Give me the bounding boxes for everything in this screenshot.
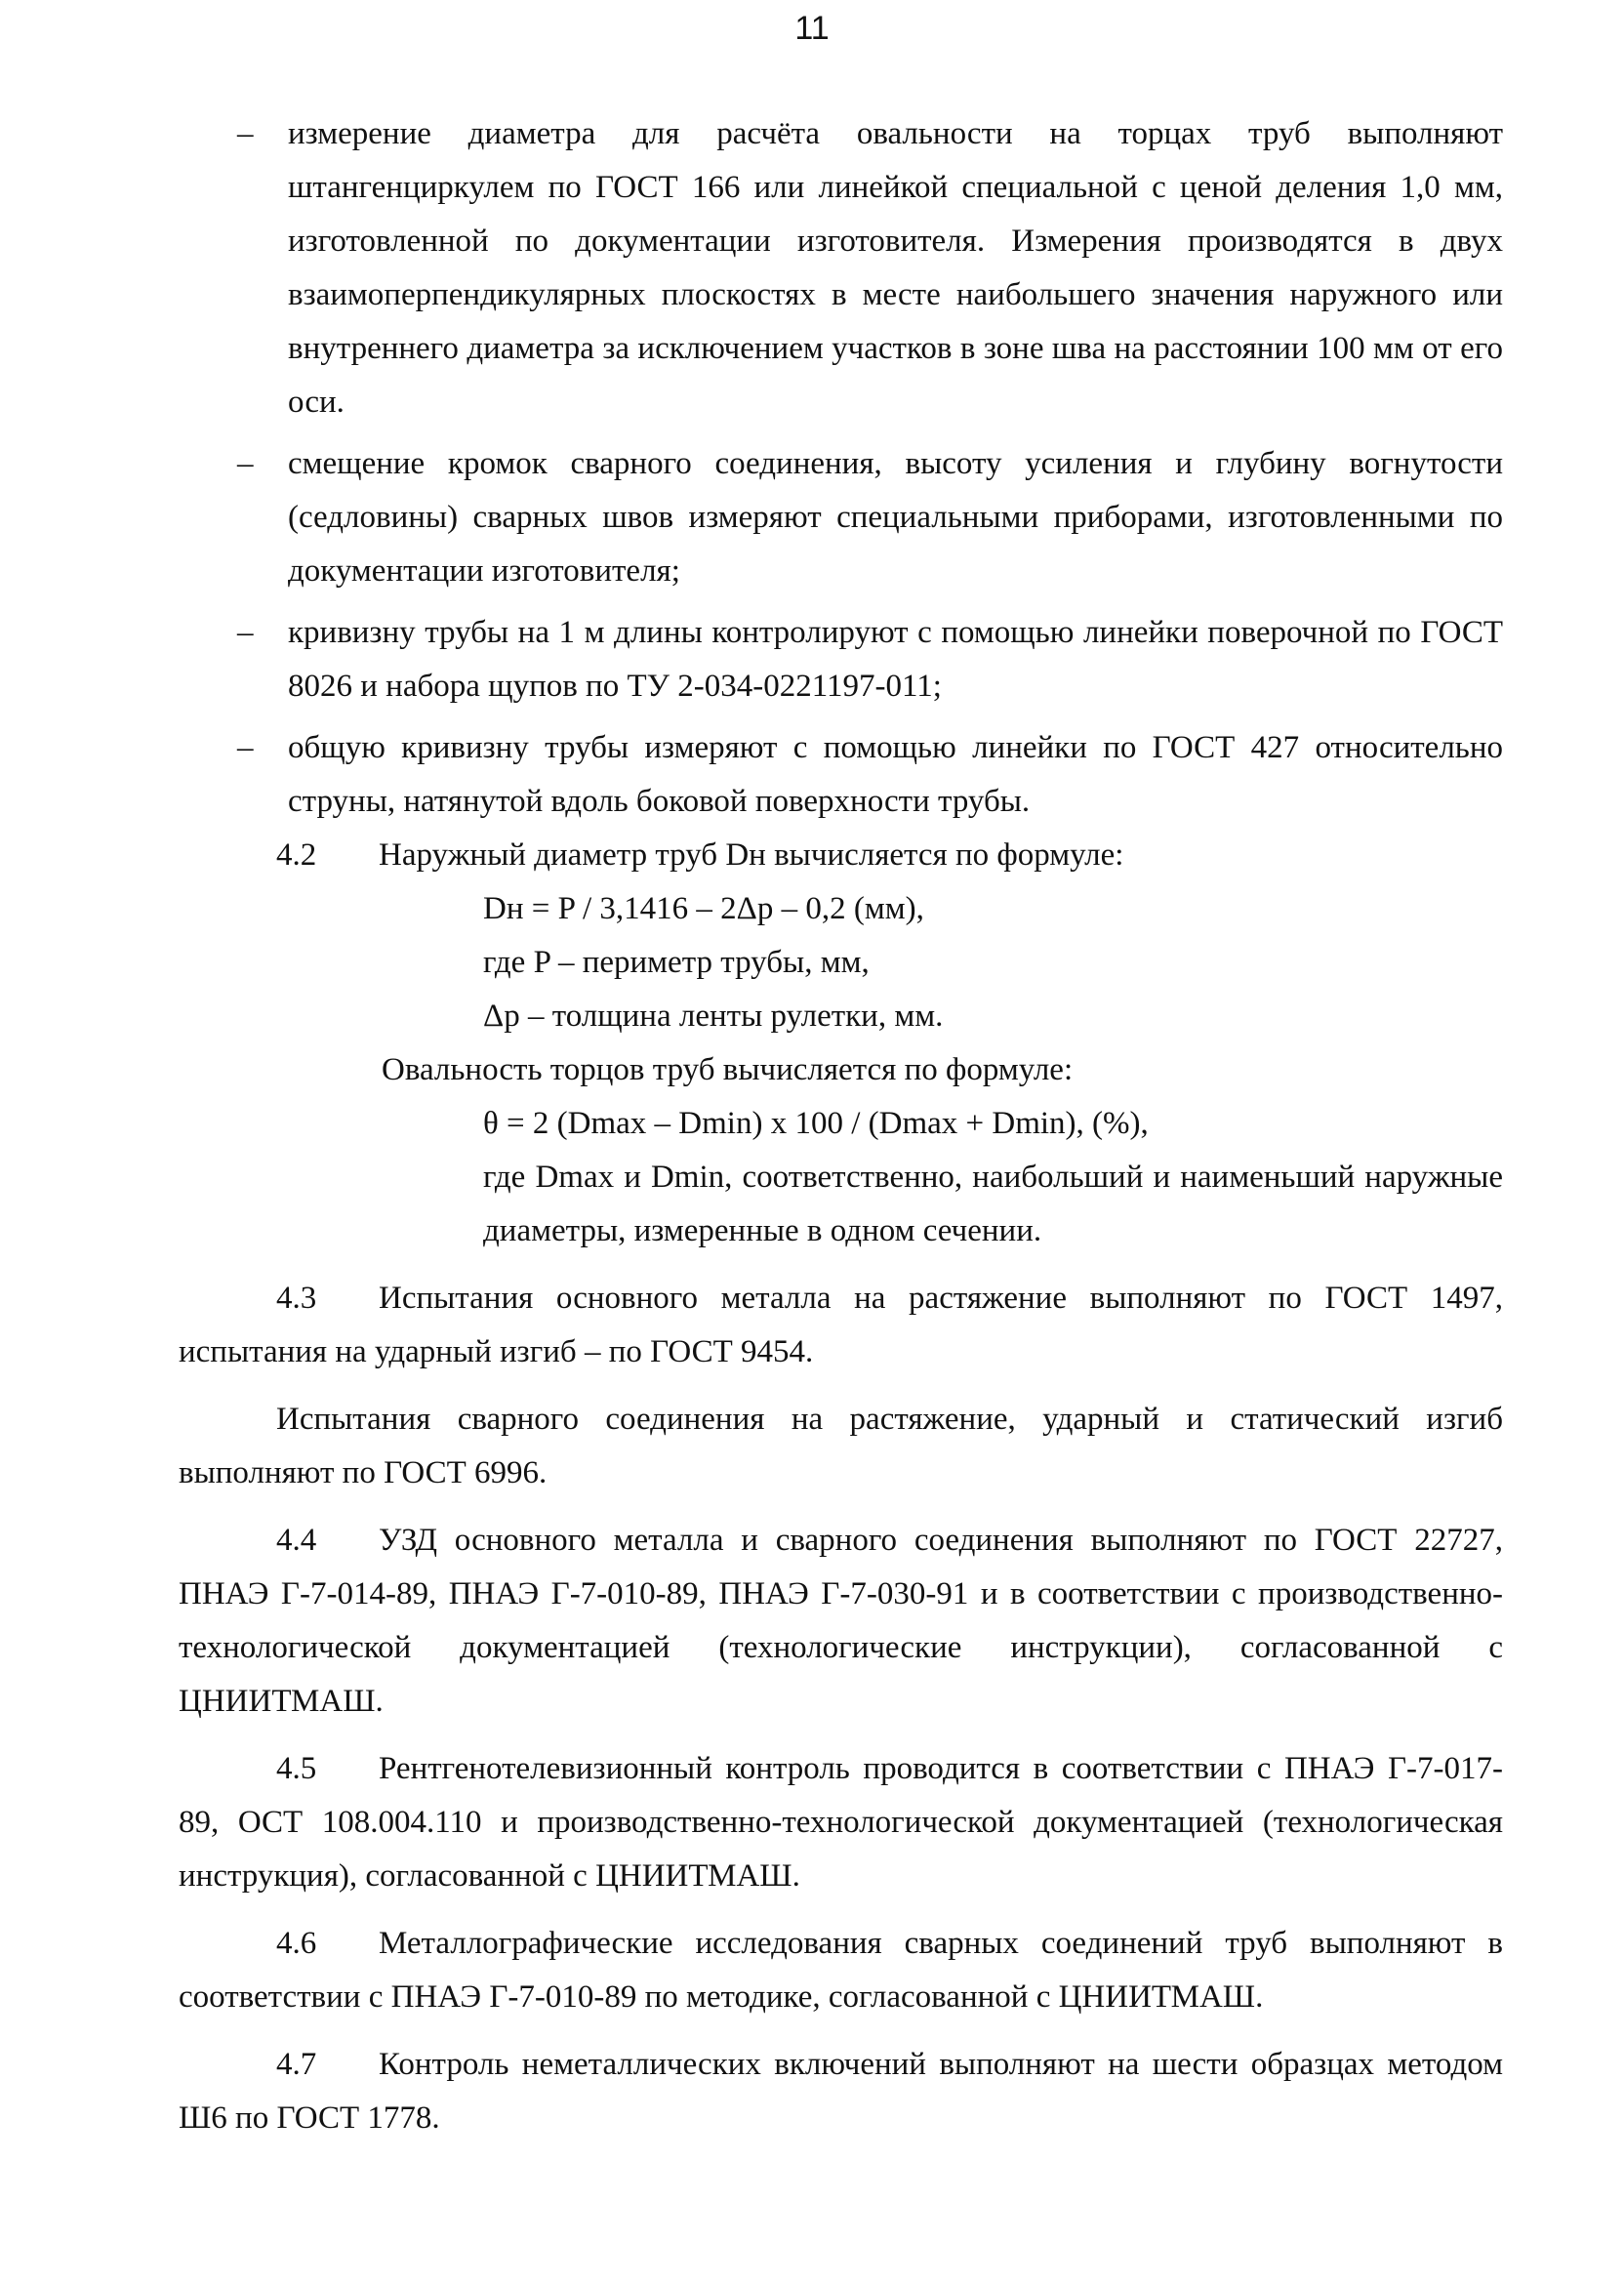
section-number: 4.2 — [276, 837, 317, 873]
section-text: Металлографические исследования сварных соединений труб выполняют в соответствии с ПНАЭ Г-7-010-89 по методике, согласованной с ЦНИИТМАШ. — [179, 1926, 1503, 2015]
bullet-item-curvature — [179, 606, 1503, 713]
formula-where-dmax-dmin: где Dmax и Dmin, соответственно, наибольший и наименьший наружные диаметры, измеренные в одном сечении. — [483, 1160, 1503, 1248]
page-number: 11 — [794, 10, 830, 47]
section-text: Испытания основного металла на растяжение выполняют по ГОСТ 1497, испытания на ударный изгиб – по ГОСТ 9454. — [179, 1281, 1503, 1369]
section-text: Наружный диаметр труб Dн вычисляется по формуле: — [379, 837, 1124, 873]
bullet-dash: – — [237, 615, 254, 650]
bullet-text: общую кривизну трубы измеряют с помощью линейки по ГОСТ 427 относительно струны, натянутой вдоль боковой поверхности трубы. — [288, 730, 1503, 819]
section-4-7 — [179, 2038, 1503, 2145]
section-number: 4.4 — [276, 1523, 317, 1558]
document-body — [179, 107, 1503, 2145]
section-4-6 — [179, 1917, 1503, 2024]
section-text: Контроль неметаллических включений выполняют на шести образцах методом Ш6 по ГОСТ 1778. — [179, 2047, 1503, 2136]
bullet-dash: – — [237, 730, 254, 765]
bullet-item-total-curvature — [179, 721, 1503, 829]
bullet-item-edge-offset — [179, 437, 1503, 598]
formula-block-diameter — [483, 882, 1503, 1043]
bullet-text: измерение диаметра для расчёта овальности на торцах труб выполняют штангенциркулем по ГОСТ 166 или линейкой специальной с ценой деления 1,0 мм, изготовленной по документации изготовителя. Измерения производятся в двух взаимоперпендикулярных плоскостях в месте наибольшего значения наружного или внутреннего диаметра за исключением участков в зоне шва на расстоянии 100 мм от его оси. — [288, 116, 1503, 420]
formula-block-ovality — [483, 1097, 1503, 1151]
section-text: УЗД основного металла и сварного соединения выполняют по ГОСТ 22727, ПНАЭ Г-7-014-89, ПНАЭ Г-7-010-89, ПНАЭ Г-7-030-91 и в соответствии с производственно-технологической документацией (технологические инструкции), согласованной с ЦНИИТМАШ. — [179, 1523, 1503, 1719]
bullet-dash: – — [237, 446, 254, 481]
formula-where-perimeter: где P – периметр трубы, мм, — [483, 945, 870, 980]
ovality-intro: Овальность торцов труб вычисляется по формуле: — [382, 1052, 1074, 1087]
formula-ovality: θ = 2 (Dmax – Dmin) x 100 / (Dmax + Dmin), (%), — [483, 1106, 1149, 1141]
formula-where-tape: Δp – толщина ленты рулетки, мм. — [483, 999, 944, 1034]
section-number: 4.3 — [276, 1281, 317, 1316]
section-text: Рентгенотелевизионный контроль проводится в соответствии с ПНАЭ Г-7-017-89, ОСТ 108.004.110 и производственно-технологической документацией (технологическая инструкция), согласованной с ЦНИИТМАШ. — [179, 1751, 1503, 1894]
bullet-text: смещение кромок сварного соединения, высоту усиления и глубину вогнутости (седловины) сварных швов измеряют специальными приборами, изготовленными по документации изготовителя; — [288, 446, 1503, 589]
bullet-dash: – — [237, 116, 254, 151]
bullet-item-diameter — [179, 107, 1503, 429]
paragraph-weld-tests — [179, 1393, 1503, 1500]
section-number: 4.5 — [276, 1751, 317, 1786]
section-4-3 — [179, 1272, 1503, 1379]
section-number: 4.6 — [276, 1926, 317, 1961]
section-text: Испытания сварного соединения на растяжение, ударный и статический изгиб выполняют по ГОСТ 6996. — [179, 1402, 1503, 1490]
section-4-4 — [179, 1514, 1503, 1729]
formula-diameter: Dн = P / 3,1416 – 2Δp – 0,2 (мм), — [483, 891, 924, 926]
bullet-text: кривизну трубы на 1 м длины контролируют с помощью линейки поверочной по ГОСТ 8026 и набора щупов по ТУ 2-034-0221197-011; — [288, 615, 1503, 704]
section-4-5 — [179, 1742, 1503, 1903]
section-4-2 — [179, 829, 1503, 882]
section-number: 4.7 — [276, 2047, 317, 2082]
